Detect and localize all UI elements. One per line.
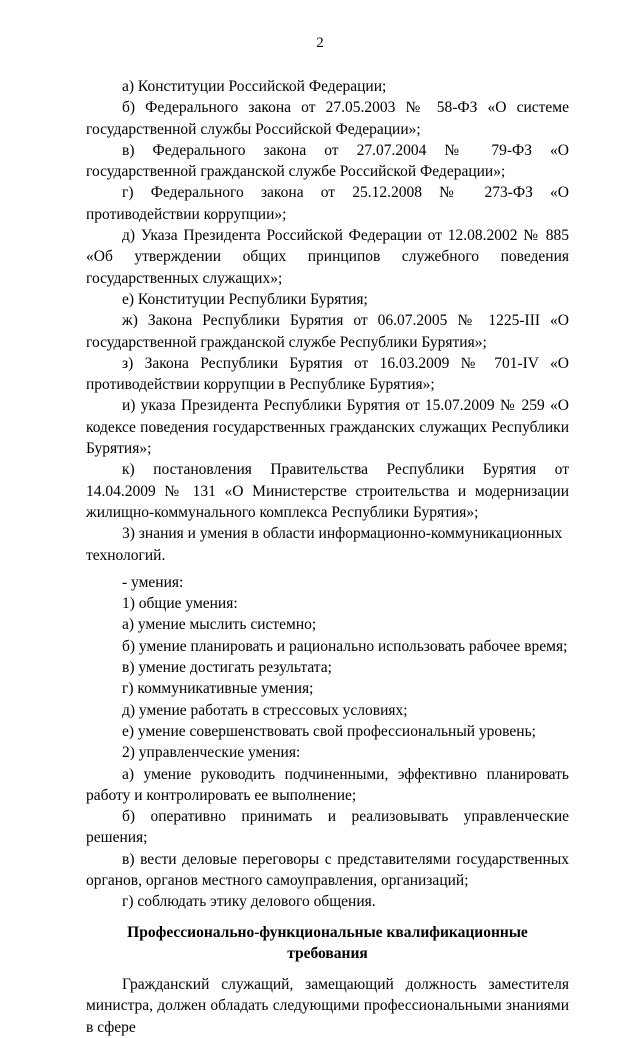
section-heading bbox=[86, 922, 569, 965]
section-heading-line-1: Профессионально-функциональные квалификационные bbox=[127, 923, 528, 941]
paragraph-k: к) постановления Правительства Республики Бурятия от 14.04.2009 № 131 «О Министерстве строительства и модернизации жилищно-коммунального комплекса Республики Бурятия»; bbox=[86, 461, 569, 521]
skill-item: е) умение совершенствовать свой профессиональный уровень; bbox=[122, 722, 536, 740]
management-skill-item: г) соблюдать этику делового общения. bbox=[122, 893, 376, 911]
skill-item: г) коммуникативные умения; bbox=[122, 680, 314, 698]
management-skill-item: б) оперативно принимать и реализовывать управленческие решения; bbox=[86, 808, 569, 847]
skills-label: - умения: bbox=[122, 573, 184, 591]
paragraph-a: а) Конституции Российской Федерации; bbox=[122, 78, 387, 95]
paragraph-b: б) Федерального закона от 27.05.2003 № 58-ФЗ «О системе государственной службы Российской Федерации»; bbox=[86, 99, 569, 138]
final-paragraph: Гражданский служащий, замещающий должность заместителя министра, должен обладать следующими профессиональными знаниями в сфере bbox=[86, 976, 569, 1036]
section-heading-line-2: требования bbox=[287, 944, 368, 962]
management-skill-item: в) вести деловые переговоры с представителями государственных органов, органов местного самоуправления, организаций; bbox=[86, 850, 569, 889]
skill-item: б) умение планировать и рационально использовать рабочее время; bbox=[122, 637, 568, 655]
paragraph-zh: ж) Закона Республики Бурятия от 06.07.2005 № 1225-III «О государственной гражданской службе Республики Бурятия»; bbox=[86, 312, 569, 351]
skill-item: в) умение достигать результата; bbox=[122, 659, 332, 677]
paragraph-knowledge-it: 3) знания и умения в области информационно-коммуникационных технологий. bbox=[86, 525, 563, 564]
paragraph-e: е) Конституции Республики Бурятия; bbox=[122, 290, 368, 308]
paragraph-g: г) Федерального закона от 25.12.2008 № 273-ФЗ «О противодействии коррупции»; bbox=[86, 184, 569, 223]
management-skills-label: 2) управленческие умения: bbox=[122, 744, 301, 762]
general-skills-label: 1) общие умения: bbox=[122, 595, 238, 613]
skill-item: д) умение работать в стрессовых условиях; bbox=[122, 701, 408, 719]
management-skill-item: а) умение руководить подчиненными, эффективно планировать работу и контролировать ее выполнение; bbox=[86, 765, 569, 804]
paragraph-i: и) указа Президента Республики Бурятия от 15.07.2009 № 259 «О кодексе поведения государственных гражданских служащих Республики Бурятия»; bbox=[86, 397, 569, 458]
paragraph-d: д) Указа Президента Российской Федерации от 12.08.2002 № 885 «Об утверждении общих принципов служебного поведения государственных служащих»; bbox=[86, 227, 569, 287]
paragraph-z: з) Закона Республики Бурятия от 16.03.2009 № 701-IV «О противодействии коррупции в Республике Бурятия»; bbox=[86, 354, 569, 394]
document-body bbox=[86, 76, 569, 1038]
paragraph-v: в) Федерального закона от 27.07.2004 № 79-ФЗ «О государственной гражданской службе Российской Федерации»; bbox=[86, 141, 569, 181]
page-number: 2 bbox=[316, 35, 324, 51]
skill-item: а) умение мыслить системно; bbox=[122, 616, 317, 634]
